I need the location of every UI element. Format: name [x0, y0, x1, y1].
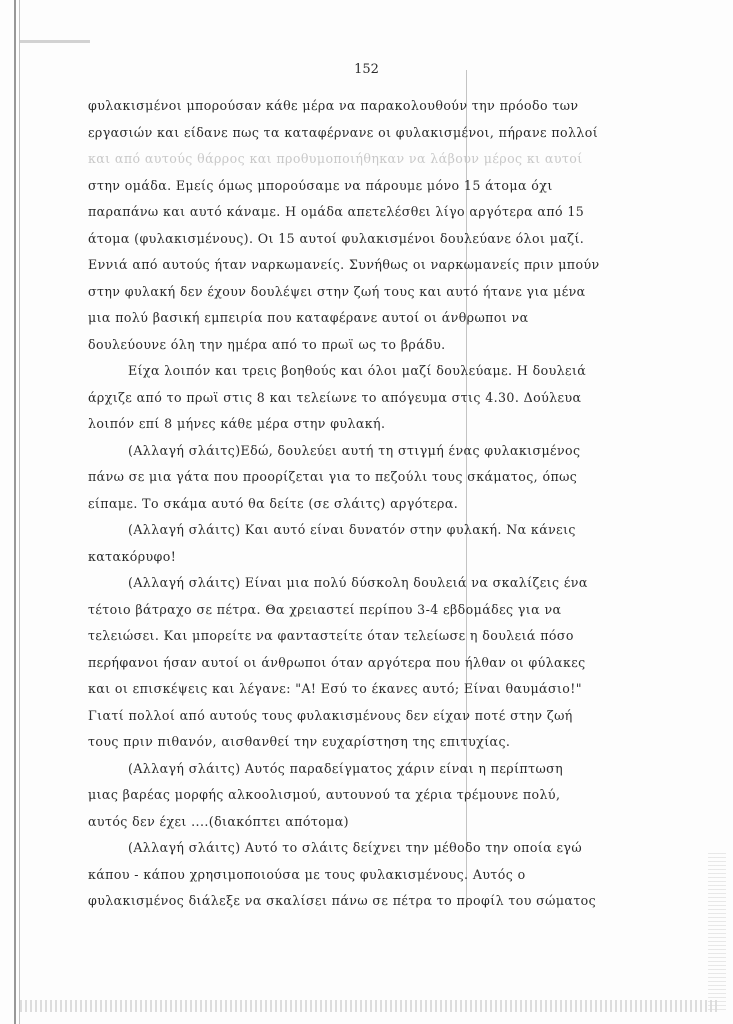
scan-bottom-noise — [20, 1000, 720, 1012]
scan-left-edge-shadow — [19, 0, 20, 1024]
page-number: 152 — [354, 62, 379, 77]
text-line: κάπου - κάπου χρησιμοποιούσα με τους φυλακισμένους. Αυτός ο — [88, 866, 526, 882]
text-line: άτομα (φυλακισμένους). Οι 15 αυτοί φυλακισμένοι δουλεύανε όλοι μαζί. — [88, 230, 585, 246]
text-line: κατακόρυφο! — [88, 548, 177, 564]
text-line: μια πολύ βασική εμπειρία που καταφέρανε αυτοί οι άνθρωποι να — [88, 310, 529, 325]
text-line: (Αλλαγή σλάιτς) Είναι μια πολύ δύσκολη δουλειά να σκαλίζεις ένα — [128, 575, 588, 590]
text-line: φυλακισμένος διάλεξε να σκαλίσει πάνω σε πέτρα το προφίλ του σώματος — [88, 893, 597, 908]
text-line: και από αυτούς θάρρος και προθυμοποιήθηκαν να λάβουν μέρος κι αυτοί — [88, 151, 583, 166]
text-line: αυτός δεν έχει ....(διακόπτει απότομα) — [88, 813, 349, 829]
text-line: περήφανοι ήσαν αυτοί οι άνθρωποι όταν αργότερα που ήλθαν οι φύλακες — [88, 654, 586, 670]
text-line: Εννιά από αυτούς ήταν ναρκωμανείς. Συνήθως οι ναρκωμανείς πριν μπούν — [88, 257, 600, 272]
scan-left-edge — [14, 0, 16, 1024]
scan-smudge — [20, 40, 90, 43]
text-line: στην ομάδα. Εμείς όμως μπορούσαμε να πάρουμε μόνο 15 άτομα όχι — [88, 177, 553, 193]
text-line: τους πριν πιθανόν, αισθανθεί την ευχαρίστηση της επιτυχίας. — [88, 734, 511, 749]
text-line: και οι επισκέψεις και λέγανε: "Α! Εσύ το έκανες αυτό; Είναι θαυμάσιο!" — [88, 681, 582, 696]
text-line: τέτοιο βάτραχο σε πέτρα. Θα χρειαστεί περίπου 3-4 εβδομάδες για να — [88, 601, 562, 617]
text-line: λοιπόν επί 8 μήνες κάθε μέρα στην φυλακή. — [88, 416, 386, 431]
text-line: Είχα λοιπόν και τρεις βοηθούς και όλοι μαζί δουλεύαμε. Η δουλειά — [128, 363, 587, 378]
text-line: (Αλλαγή σλάιτς) Και αυτό είναι δυνατόν στην φυλακή. Να κάνεις — [128, 522, 576, 537]
text-line: φυλακισμένοι μπορούσαν κάθε μέρα να παρακολουθούν την πρόοδο των — [88, 98, 579, 113]
text-line: (Αλλαγή σλάιτς) Αυτός παραδείγματος χάριν είναι η περίπτωση — [128, 760, 564, 776]
text-line: δουλεύουνε όλη την ημέρα από το πρωϊ ως το βράδυ. — [88, 336, 446, 352]
text-line: τελειώσει. Και μπορείτε να φανταστείτε όταν τελείωσε η δουλειά πόσο — [88, 628, 574, 643]
text-line: είπαμε. Το σκάμα αυτό θα δείτε (σε σλάιτς) αργότερα. — [88, 495, 459, 511]
body-text — [88, 93, 636, 915]
text-line: εργασιών και είδανε πως τα καταφέρνανε οι φυλακισμένοι, πήρανε πολλοί — [88, 124, 599, 140]
text-line: άρχιζε από το πρωϊ στις 8 και τελείωνε το απόγευμα στις 4.30. Δούλευα — [88, 389, 582, 405]
text-line: πάνω σε μια γάτα που προορίζεται για το πεζούλι τους σκάματος, όπως — [88, 469, 578, 484]
text-line: στην φυλακή δεν έχουν δουλέψει στην ζωή τους και αυτό ήτανε για μένα — [88, 283, 586, 299]
text-line: (Αλλαγή σλάιτς) Αυτό το σλάιτς δείχνει την μέθοδο την οποία εγώ — [128, 840, 582, 855]
scan-right-noise — [708, 850, 726, 1010]
text-line: Γιατί πολλοί από αυτούς τους φυλακισμένους δεν είχαν ποτέ στην ζωή — [88, 707, 573, 723]
text-line: (Αλλαγή σλάιτς)Εδώ, δουλεύει αυτή τη στιγμή ένας φυλακισμένος — [128, 442, 581, 458]
text-line: παραπάνω και αυτό κάναμε. Η ομάδα απετελέσθει λίγο αργότερα από 15 — [88, 204, 585, 219]
text-line: μιας βαρέας μορφής αλκοολισμού, αυτουνού τα χέρια τρέμουνε πολύ, — [88, 787, 561, 802]
